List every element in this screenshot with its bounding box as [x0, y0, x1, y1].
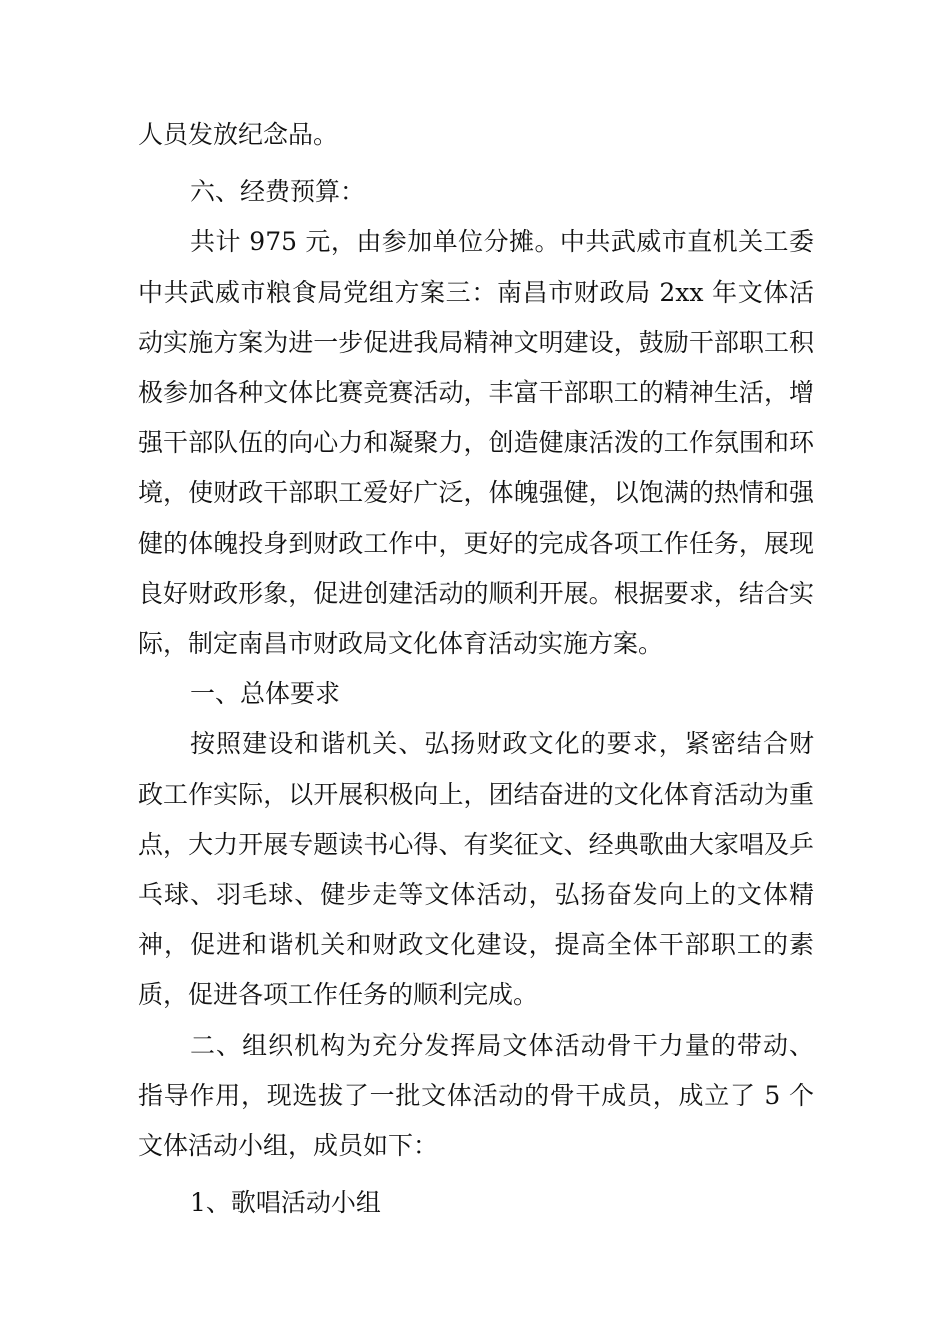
- paragraph-budget-total: 共计 975 元，由参加单位分摊。中共武威市直机关工委中共武威市粮食局党组方案三：南昌市财政局 2xx 年文体活动实施方案为进一步促进我局精神文明建设，鼓励干部职工积极参加各种文体比赛竞赛活动，丰富干部职工的精神生活，增强干部队伍的向心力和凝聚力，创造健康活泼的工作氛围和环境，使财政干部职工爱好广泛，体魄强健，以饱满的热情和强健的体魄投身到财政工作中，更好的完成各项工作任务，展现良好财政形象，促进创建活动的顺利开展。根据要求，结合实际，制定南昌市财政局文化体育活动实施方案。: [138, 227, 814, 659]
- section-heading-budget: 六、经费预算：: [190, 177, 366, 207]
- document-body: [138, 110, 814, 1228]
- section-heading-general-requirements: 一、总体要求: [190, 679, 341, 709]
- paragraph-souvenir: 人员发放纪念品。: [138, 120, 339, 149]
- paragraph-general-requirements: 按照建设和谐机关、弘扬财政文化的要求，紧密结合财政工作实际，以开展积极向上，团结奋进的文化体育活动为重点，大力开展专题读书心得、有奖征文、经典歌曲大家唱及乒乓球、羽毛球、健步走等文体活动，弘扬奋发向上的文体精神，促进和谐机关和财政文化建设，提高全体干部职工的素质，促进各项工作任务的顺利完成。: [138, 729, 814, 1010]
- list-item-singing-group: 1、歌唱活动小组: [190, 1188, 381, 1218]
- paragraph-organization: 二、组织机构为充分发挥局文体活动骨干力量的带动、指导作用，现选拔了一批文体活动的骨干成员，成立了 5 个文体活动小组，成员如下：: [138, 1030, 814, 1161]
